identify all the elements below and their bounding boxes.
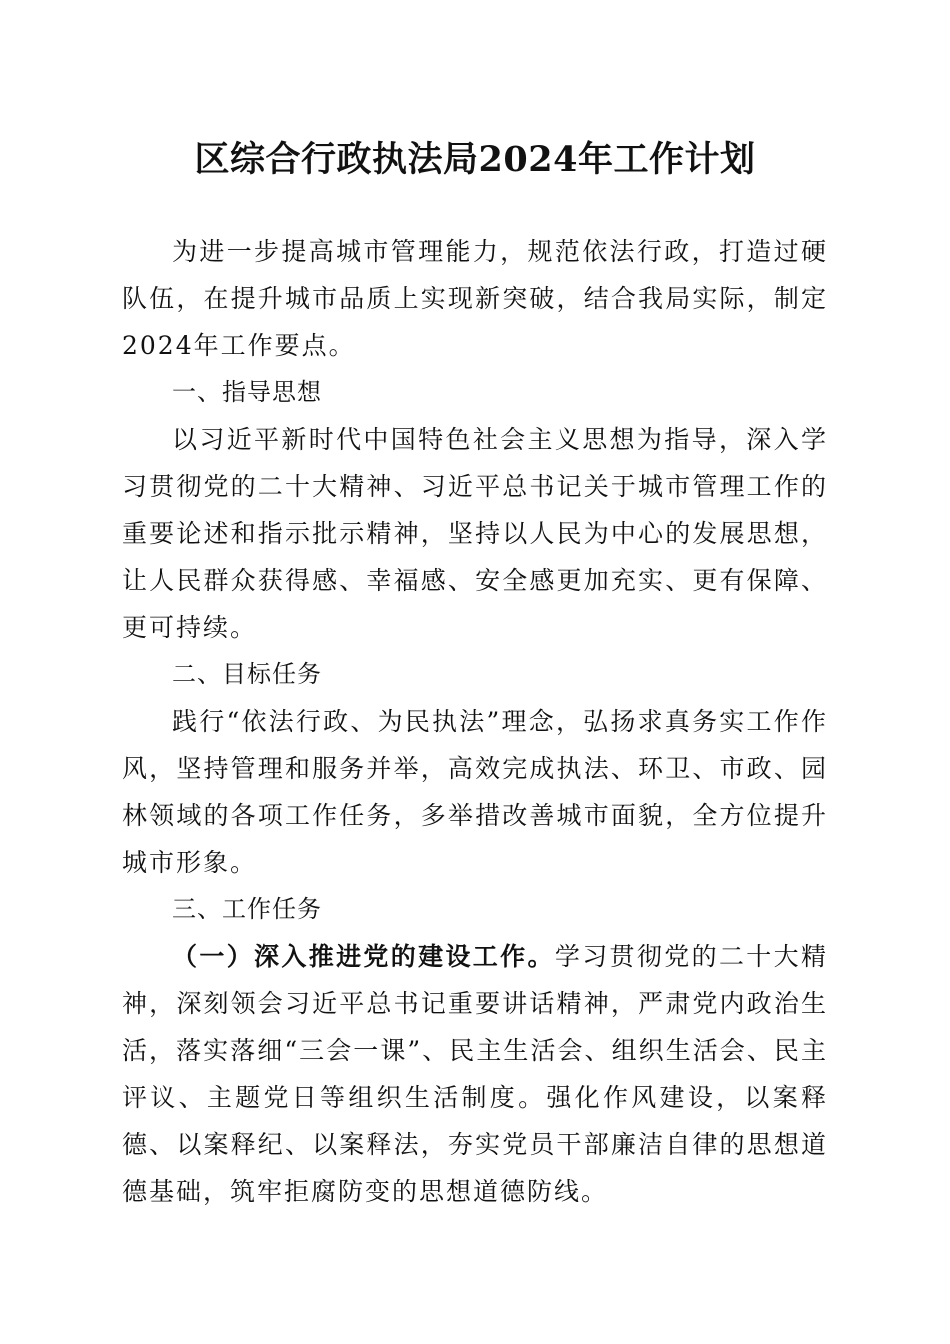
document-title: 区综合行政执法局2024年工作计划 <box>194 139 756 180</box>
section-heading-work-tasks: 三、工作任务 <box>172 895 322 923</box>
intro-paragraph: 为进一步提高城市管理能力，规范依法行政，打造过硬队伍，在提升城市品质上实现新突破，结合我局实际，制定2024年工作要点。 <box>122 237 828 360</box>
subsection-lead: （一）深入推进党的建设工作。 <box>172 942 555 971</box>
subsection-party-building <box>122 933 828 1215</box>
subsection-text: 学习贯彻党的二十大精神，深刻领会习近平总书记重要讲话精神，严肃党内政治生活，落实落细“三会一课”、民主生活会、组织生活会、民主评议、主题党日等组织生活制度。强化作风建设，以案释德、以案释纪、以案释法，夯实党员干部廉洁自律的思想道德基础，筑牢拒腐防变的思想道德防线。 <box>122 942 828 1206</box>
section-heading-goals: 二、目标任务 <box>172 660 322 688</box>
section-paragraph-goals: 践行“依法行政、为民执法”理念，弘扬求真务实工作作风，坚持管理和服务并举，高效完成执法、环卫、市政、园林领域的各项工作任务，多举措改善城市面貌，全方位提升城市形象。 <box>122 707 828 877</box>
section-paragraph-guiding-ideology: 以习近平新时代中国特色社会主义思想为指导，深入学习贯彻党的二十大精神、习近平总书记关于城市管理工作的重要论述和指示批示精神，坚持以人民为中心的发展思想，让人民群众获得感、幸福感、安全感更加充实、更有保障、更可持续。 <box>122 425 828 642</box>
document-body <box>122 228 828 1215</box>
section-heading-guiding-ideology: 一、指导思想 <box>172 378 322 406</box>
